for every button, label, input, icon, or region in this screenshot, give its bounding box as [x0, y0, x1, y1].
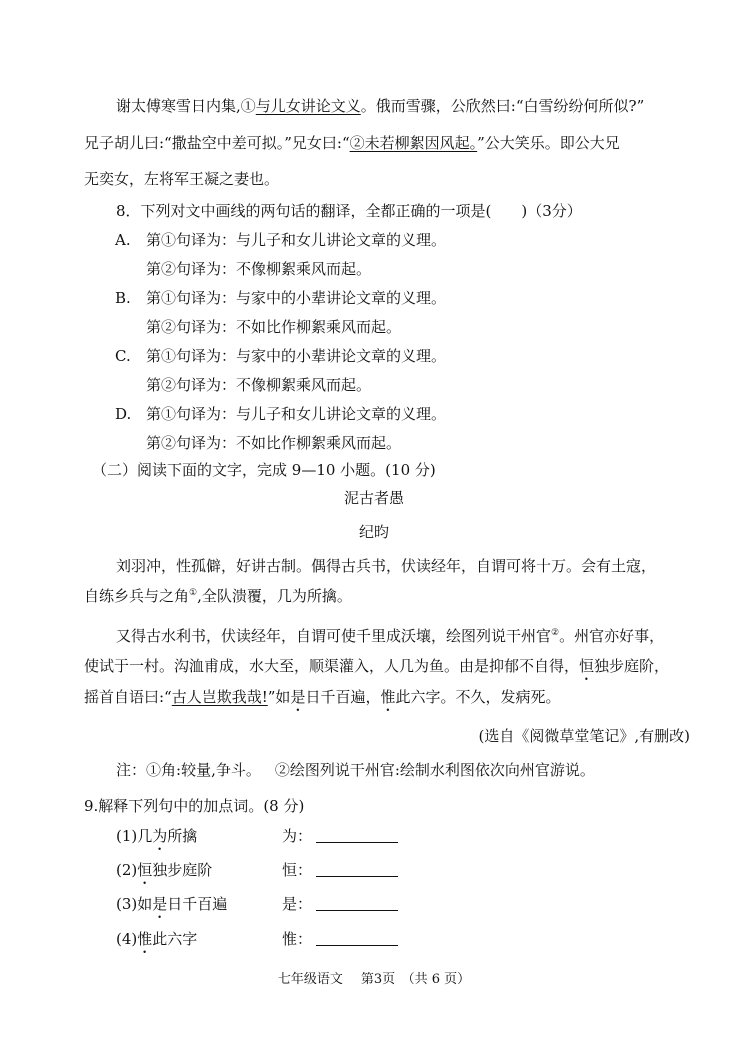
q9-answer-3[interactable] [282, 894, 398, 914]
text: 使试于一村。沟洫甫成，水大至，顺渠灌入，人几为鱼。由是抑郁不自得， [84, 657, 580, 675]
underlined-sentence-1: 与儿女讲论文义 [255, 97, 361, 115]
text: 摇首自语曰:“ [84, 688, 172, 706]
text: 。州官亦好事， [559, 627, 665, 645]
dotted-word: 是 [152, 895, 168, 913]
answer-blank[interactable] [316, 862, 398, 877]
answer-blank[interactable] [316, 828, 398, 843]
option-b-line2: 第②句译为：不如比作柳絮乘风而起。 [146, 318, 402, 336]
section-2-heading: （二）阅读下面的文字，完成 9—10 小题。(10 分) [92, 461, 436, 479]
text: 兄子胡儿曰:“撒盐空中差可拟。”兄女曰:“ [84, 134, 350, 152]
passage2-p2-line3 [84, 687, 561, 715]
dotted-word: 惟 [380, 688, 396, 706]
passage2-p1-line2 [84, 586, 352, 606]
notes [116, 760, 595, 780]
dotted-word: 为 [152, 827, 168, 845]
dotted-word: 恒 [579, 657, 595, 675]
answer-label: 恒： [282, 861, 313, 879]
underlined-sentence: 古人岂欺我哉! [171, 688, 268, 706]
q9-item-4 [116, 929, 197, 957]
answer-label: 为： [282, 827, 313, 845]
text: 独步庭阶 [152, 861, 213, 879]
text: ”公大笑乐。即公大兄 [477, 134, 620, 152]
answer-blank[interactable] [316, 896, 398, 911]
passage2-p2-line1 [116, 626, 664, 646]
q9-item-3 [116, 894, 227, 922]
answer-label: 是： [282, 895, 313, 913]
option-c-line2: 第②句译为：不像柳絮乘风而起。 [146, 376, 372, 394]
q9-item-1 [116, 826, 197, 854]
text: 又得古水利书，伏读经年，自谓可使千里成沃壤，绘图列说干州官 [116, 627, 552, 645]
answer-blank[interactable] [316, 931, 398, 946]
passage2-p1-line1: 刘羽冲，性孤僻，好讲古制。偶得古兵书，伏读经年，自谓可将十万。会有土寇， [116, 557, 657, 575]
text: 谢太傅寒雪日内集,① [116, 97, 256, 115]
q9-answer-4[interactable] [282, 929, 398, 949]
text: 如 [137, 895, 153, 913]
text: 此六字 [152, 930, 198, 948]
footer-page-number: 第3页 （共 6 页） [360, 972, 471, 987]
dotted-word: 恒 [137, 861, 153, 879]
option-d-line2: 第②句译为：不如比作柳絮乘风而起。 [146, 434, 402, 452]
option-a-line1: 第①句译为：与儿子和女儿讲论文章的义理。 [146, 231, 447, 249]
q9-answer-1[interactable] [282, 826, 398, 846]
passage-source: (选自《阅微草堂笔记》,有删改) [478, 727, 690, 745]
note-1: ①角:较量,争斗。 [146, 761, 261, 779]
item-number: (4) [116, 930, 138, 948]
text: ”如 [267, 688, 291, 706]
passage1-line2 [84, 133, 620, 153]
note-2: ②绘图列说干州官:绘制水利图依次向州官游说。 [274, 761, 595, 779]
dotted-word: 是 [290, 688, 306, 706]
item-number: (2) [116, 861, 138, 879]
option-c-letter: C. [115, 347, 131, 365]
text: ,全队溃覆，几为所擒。 [197, 587, 352, 605]
dotted-word: 惟 [137, 930, 153, 948]
text: 自练乡兵与之角 [84, 587, 190, 605]
passage-title: 泥古者愚 [343, 489, 404, 507]
item-number: (1) [116, 827, 138, 845]
answer-label: 惟： [282, 930, 313, 948]
option-d-letter: D. [115, 405, 132, 423]
footnote-marker-1: ① [189, 588, 198, 598]
option-d-line1: 第①句译为：与儿子和女儿讲论文章的义理。 [146, 405, 447, 423]
text: 所擒 [167, 827, 198, 845]
footnote-marker-2: ② [551, 628, 560, 638]
underlined-sentence-2: ②未若柳絮因风起。 [349, 134, 478, 152]
passage2-p2-line2 [84, 656, 669, 684]
notes-label: 注： [116, 761, 147, 779]
option-b-letter: B. [115, 289, 131, 307]
q9-item-2 [116, 860, 212, 888]
option-c-line1: 第①句译为：与家中的小辈讲论文章的义理。 [146, 347, 447, 365]
option-b-line1: 第①句译为：与家中的小辈讲论文章的义理。 [146, 289, 447, 307]
item-number: (3) [116, 895, 138, 913]
page-footer [0, 970, 748, 990]
passage1-line1 [116, 96, 644, 116]
option-a-line2: 第②句译为：不像柳絮乘风而起。 [146, 260, 372, 278]
text: 日千百遍 [167, 895, 228, 913]
option-a-letter: A. [115, 231, 131, 249]
text: 日千百遍， [305, 688, 381, 706]
text: 几 [137, 827, 153, 845]
question-8-stem: 8．下列对文中画线的两句话的翻译，全都正确的一项是( )（3分） [116, 202, 582, 220]
text: 独步庭阶， [594, 657, 670, 675]
footer-subject: 七年级语文 [277, 972, 343, 987]
passage-author: 纪昀 [358, 523, 389, 541]
text: 此六字。不久，发病死。 [395, 688, 561, 706]
question-9-stem: 9.解释下列句中的加点词。(8 分) [84, 797, 305, 815]
q9-answer-2[interactable] [282, 860, 398, 880]
passage1-line3: 无奕女，左将军王凝之妻也。 [84, 170, 280, 188]
text: 。俄而雪骤，公欣然曰:“白雪纷纷何所似?” [360, 97, 645, 115]
